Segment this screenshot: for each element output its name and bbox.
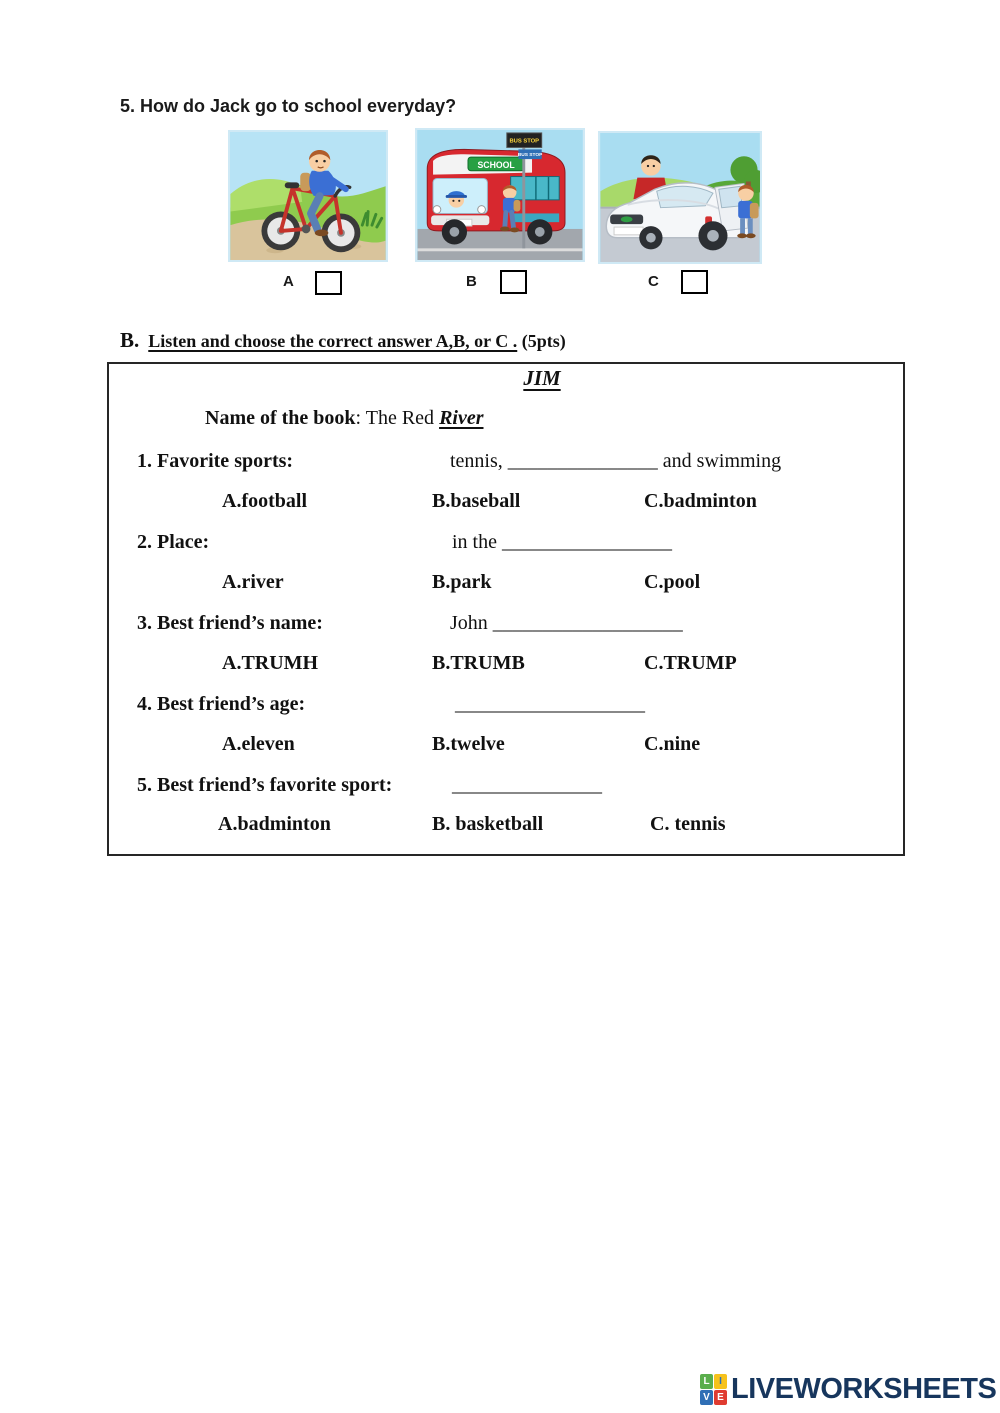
picture-option-c-car [598, 131, 762, 264]
liveworksheets-logo-text: LIVEWORKSHEETS [731, 1373, 997, 1405]
q1-option-a[interactable]: A.football [222, 490, 307, 512]
q4-answer-blank: ___________________ [455, 693, 645, 715]
question-5-heading: 5. How do Jack go to school everyday? [120, 96, 457, 116]
q1-option-b[interactable]: B.baseball [432, 490, 521, 512]
q2-answer-prefix: in the [452, 531, 502, 553]
logo-tile-l: L [700, 1374, 713, 1389]
q4-option-a[interactable]: A.eleven [222, 733, 295, 755]
q1-answer-suffix: and swimming [657, 450, 782, 472]
bus-stop-small-sign-text: BUS STOP [517, 153, 543, 159]
q3-answer-line [450, 612, 683, 635]
book-name-label: Name of the book [205, 407, 356, 429]
liveworksheets-logo-icon [700, 1374, 727, 1405]
q5b-answer-blank: _______________ [452, 774, 602, 796]
book-name-separator: : [355, 407, 366, 429]
q5b-option-a[interactable]: A.badminton [218, 813, 331, 835]
q1-option-c[interactable]: C.badminton [644, 490, 757, 512]
q2-option-c[interactable]: C.pool [644, 571, 701, 593]
q5b-label: 5. Best friend’s favorite sport: [137, 774, 393, 796]
school-bus-illustration [417, 130, 583, 260]
q3-option-b[interactable]: B.TRUMB [432, 652, 525, 674]
answer-checkbox-b[interactable] [500, 270, 527, 294]
q4-label: 4. Best friend’s age: [137, 693, 306, 715]
q4-option-c[interactable]: C.nine [644, 733, 701, 755]
q5b-answer-line [452, 774, 602, 797]
book-name-prefix: The Red [365, 407, 440, 429]
q5b-option-c[interactable]: C. tennis [650, 813, 726, 835]
book-name-value: River [439, 407, 484, 429]
q2-answer-line [452, 531, 672, 554]
bicycle-illustration [230, 132, 386, 260]
box-title: JIM [523, 366, 561, 390]
q5b-option-b[interactable]: B. basketball [432, 813, 544, 835]
q2-answer-blank: _________________ [502, 531, 672, 553]
q4-answer-line [455, 693, 645, 716]
q3-option-c[interactable]: C.TRUMP [644, 652, 737, 674]
q3-answer-blank: ___________________ [492, 612, 683, 634]
q2-option-a[interactable]: A.river [222, 571, 284, 593]
q1-answer-prefix: tennis, [450, 450, 508, 472]
q4-option-b[interactable]: B.twelve [432, 733, 505, 755]
q2-option-b[interactable]: B.park [432, 571, 492, 593]
section-b-points: (5pts) [521, 331, 566, 351]
section-b-instruction: Listen and choose the correct answer A,B, or C . [148, 331, 518, 351]
section-b-heading [120, 328, 566, 353]
answer-checkbox-c[interactable] [681, 270, 708, 294]
q1-answer-blank: _______________ [507, 450, 658, 472]
option-letter-b: B [466, 273, 478, 290]
q3-answer-prefix: John [450, 612, 493, 634]
picture-option-b-school-bus [415, 128, 585, 262]
bus-stop-top-sign-text: BUS STOP [509, 138, 540, 145]
q2-label: 2. Place: [137, 531, 210, 553]
picture-option-a-bicycle [228, 130, 388, 262]
logo-tile-i: I [714, 1374, 727, 1389]
q1-answer-line [450, 450, 781, 473]
logo-tile-v: V [700, 1390, 713, 1405]
bus-school-sign-text: SCHOOL [477, 159, 515, 170]
car-illustration [600, 133, 760, 262]
book-name-line [205, 407, 484, 430]
liveworksheets-logo[interactable] [700, 1373, 996, 1406]
q3-option-a[interactable]: A.TRUMH [222, 652, 319, 674]
option-letter-a: A [283, 273, 295, 290]
q3-label: 3. Best friend’s name: [137, 612, 323, 634]
answer-checkbox-a[interactable] [315, 271, 342, 295]
logo-tile-e: E [714, 1390, 727, 1405]
q1-label: 1. Favorite sports: [137, 450, 294, 472]
section-b-label: B. [120, 328, 140, 352]
option-letter-c: C [648, 273, 660, 290]
